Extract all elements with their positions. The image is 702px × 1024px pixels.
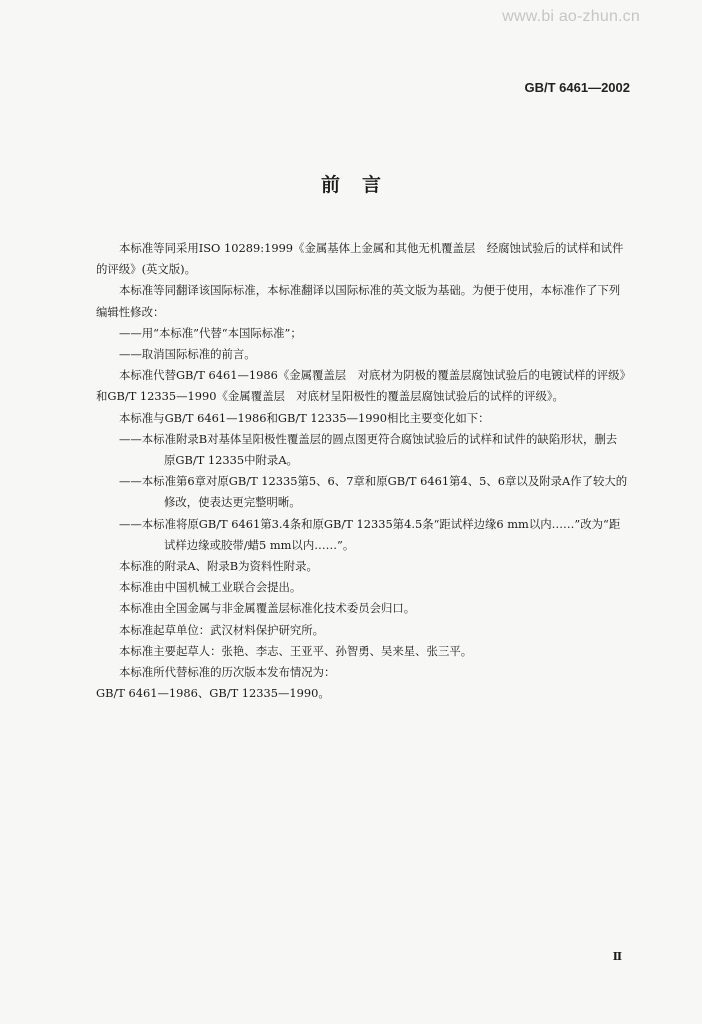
list-item-edit-2: ——取消国际标准的前言。 [119,347,256,362]
paragraph-changes-intro: 本标准与GB/T 6461—1986和GB/T 12335—1990相比主要变化如下： [119,410,490,425]
paragraph-replaces: 本标准代替GB/T 6461—1986《金属覆盖层 对底材为阴极的覆盖层腐蚀试验后的电镀试样的评级》和GB/T 12335—1990《金属覆盖层 对底材呈阳极性的覆盖层腐蚀试验后的试样的评级》。 [96,368,626,404]
paragraph-annexes: 本标准的附录A、附录B为资料性附录。 [119,559,318,574]
page-number: Ⅱ [612,950,622,963]
paragraph-drafting-org: 本标准起草单位：武汉材料保护研究所。 [119,622,325,637]
paragraph-translation: 本标准等同翻译该国际标准，本标准翻译以国际标准的英文版为基础。为便于使用，本标准作了下列编辑性修改： [96,283,621,319]
standard-code: GB/T 6461—2002 [524,80,630,95]
list-item-change-2: ——本标准第6章对原GB/T 12335第5、6、7章和原GB/T 6461第4、5、6章以及附录A作了较大的修改，使表达更完整明晰。 [119,474,628,510]
list-item-change-3: ——本标准将原GB/T 6461第3.4条和原GB/T 12335第4.5条“距试样边缘6 mm以内……”改为“距试样边缘或胶带/蜡5 mm以内……”。 [119,516,621,552]
paragraph-history: GB/T 6461—1986、GB/T 12335—1990。 [96,686,330,701]
watermark-text: www.bi ao-zhun.cn [502,8,640,25]
page-title: 前言 [320,174,403,196]
list-item-edit-1: ——用“本标准”代替“本国际标准”； [119,325,302,340]
paragraph-history-intro: 本标准所代替标准的历次版本发布情况为： [119,665,336,680]
paragraph-centralized-by: 本标准由全国金属与非金属覆盖层标准化技术委员会归口。 [119,601,416,616]
list-item-change-1: ——本标准附录B对基体呈阳极性覆盖层的圆点图更符合腐蚀试验后的试样和试件的缺陷形状，删去原GB/T 12335中附录A。 [119,431,618,468]
paragraph-adoption: 本标准等同采用ISO 10289:1999《金属基体上金属和其他无机覆盖层 经腐蚀试验后的试样和试件的评级》(英文版)。 [96,241,624,277]
paragraph-drafters: 本标准主要起草人：张艳、李志、王亚平、孙智勇、吴来星、张三平。 [119,643,473,658]
paragraph-proposed-by: 本标准由中国机械工业联合会提出。 [119,580,302,595]
foreword-body [96,238,628,704]
